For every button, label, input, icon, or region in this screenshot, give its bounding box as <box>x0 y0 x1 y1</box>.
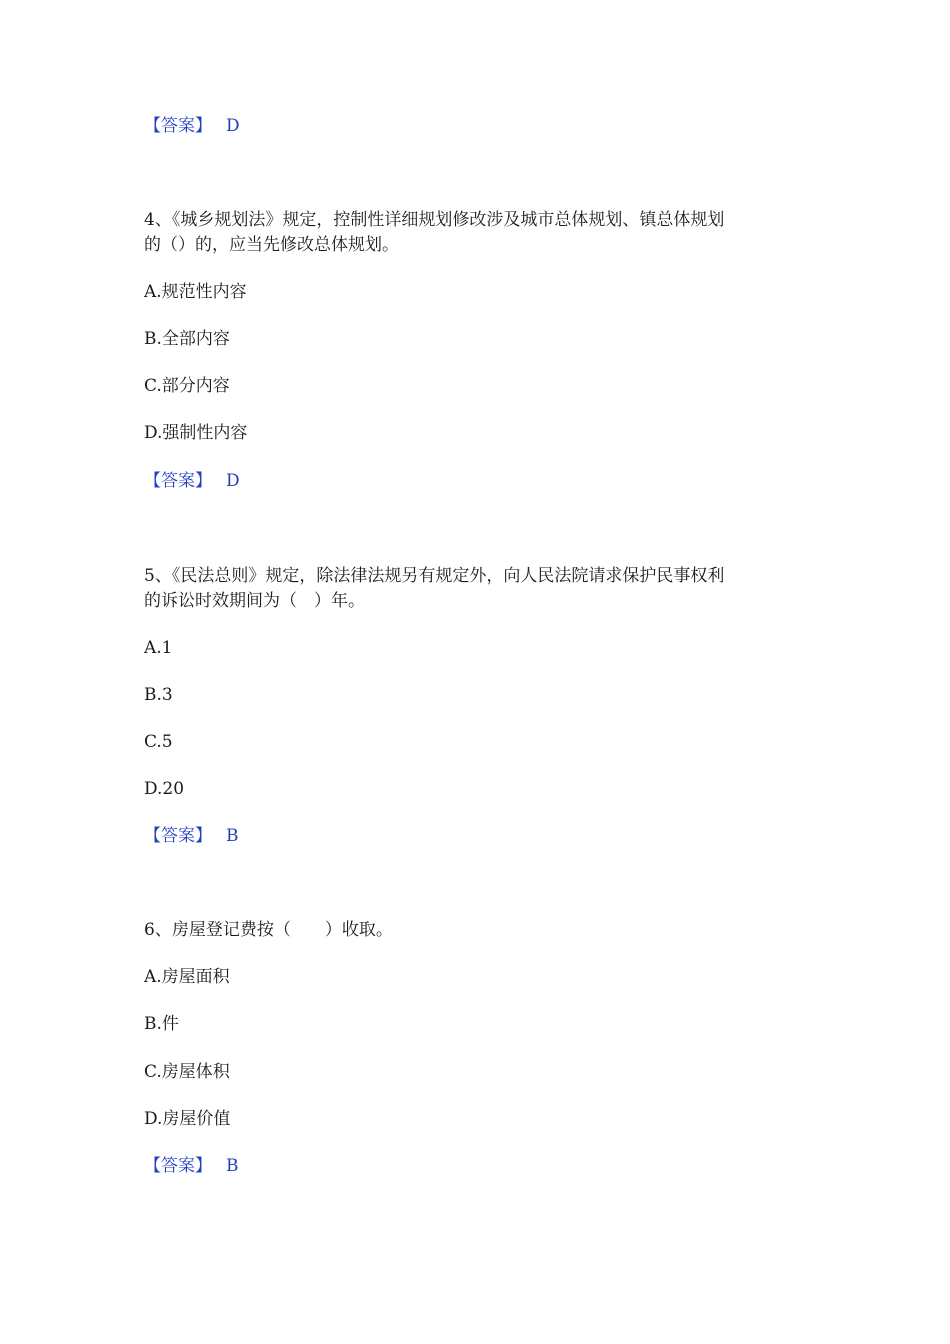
answer-value: B <box>226 826 239 846</box>
answer-label: 【答案】 <box>144 471 212 491</box>
question-5-stem-line-1: 5、《民法总则》规定，除法律法规另有规定外，向人民法院请求保护民事权利 <box>144 566 725 586</box>
answer-label: 【答案】 <box>144 826 212 846</box>
question-5-option-d: D.20 <box>144 779 185 799</box>
question-4-option-d: D.强制性内容 <box>144 423 248 443</box>
question-5-answer-row <box>144 824 239 848</box>
answer-value: D <box>226 471 240 491</box>
question-4-option-c: C.部分内容 <box>144 376 230 396</box>
question-6-option-a: A.房屋面积 <box>144 967 230 987</box>
question-4-option-b: B.全部内容 <box>144 329 230 349</box>
question-5-option-b: B.3 <box>144 685 173 705</box>
question-4-option-a: A.规范性内容 <box>144 282 247 302</box>
question-6-answer-row <box>144 1154 239 1178</box>
answer-value: B <box>226 1156 239 1176</box>
question-4-answer-row <box>144 469 240 493</box>
question-5-option-a: A.1 <box>144 638 173 658</box>
question-5-stem-line-2: 的诉讼时效期间为（ ）年。 <box>144 591 365 611</box>
question-6-option-c: C.房屋体积 <box>144 1062 230 1082</box>
question-6-option-d: D.房屋价值 <box>144 1109 231 1129</box>
question-6-option-b: B.件 <box>144 1014 179 1034</box>
answer-label: 【答案】 <box>144 1156 212 1176</box>
question-6-stem-line-1: 6、房屋登记费按（ ）收取。 <box>144 920 393 940</box>
question-4-stem-line-1: 4、《城乡规划法》规定，控制性详细规划修改涉及城市总体规划、镇总体规划 <box>144 210 725 230</box>
question-4-stem-line-2: 的（）的，应当先修改总体规划。 <box>144 235 399 255</box>
question-5-option-c: C.5 <box>144 732 173 752</box>
answer-value: D <box>226 116 240 136</box>
answer-row-prev <box>144 114 240 138</box>
answer-label: 【答案】 <box>144 116 212 136</box>
